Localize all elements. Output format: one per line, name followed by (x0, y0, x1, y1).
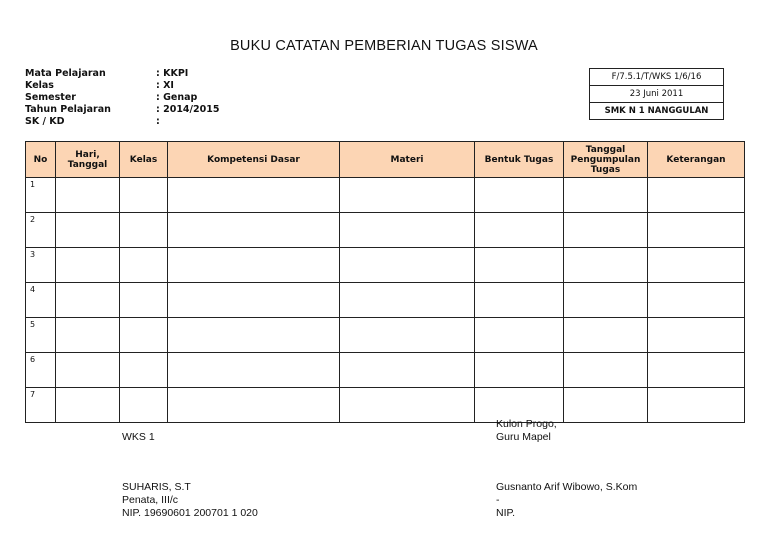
info-label: Semester (25, 92, 76, 103)
col-header-no: No (26, 142, 56, 178)
table-header-row (26, 142, 745, 178)
right-signature-block (496, 481, 637, 520)
info-value: : XI (156, 80, 174, 91)
col-header-notes: Keterangan (648, 142, 745, 178)
form-code: F/7.5.1/T/WKS 1/6/16 (590, 69, 724, 86)
row-number: 4 (26, 283, 56, 318)
document-title: BUKU CATATAN PEMBERIAN TUGAS SISWA (230, 38, 538, 54)
info-value: : Genap (156, 92, 198, 103)
info-row-class (25, 80, 219, 92)
subject-info (25, 68, 219, 128)
right-signature-title: Guru Mapel (496, 431, 551, 443)
info-label: Mata Pelajaran (25, 68, 106, 79)
table-row (26, 213, 745, 248)
col-header-day-date: Hari, Tanggal (56, 142, 120, 178)
right-signature-heading (496, 418, 557, 444)
col-header-task-type: Bentuk Tugas (475, 142, 564, 178)
info-row-sk-kd (25, 116, 219, 128)
left-signer-rank: Penata, III/c (122, 494, 179, 506)
info-label: Kelas (25, 80, 54, 91)
left-signature-block (122, 481, 258, 520)
assignment-table (25, 141, 745, 423)
left-signature-title: WKS 1 (122, 431, 155, 443)
row-number: 5 (26, 318, 56, 353)
col-header-material: Materi (340, 142, 475, 178)
row-number: 3 (26, 248, 56, 283)
form-date: 23 Juni 2011 (590, 86, 724, 103)
info-value: : (156, 116, 160, 127)
school-name: SMK N 1 NANGGULAN (590, 103, 724, 120)
reference-box (589, 68, 724, 120)
info-label: SK / KD (25, 116, 65, 127)
signature-place: Kulon Progo, (496, 418, 557, 430)
table-row (26, 353, 745, 388)
left-signer-nip: NIP. 19690601 200701 1 020 (122, 507, 258, 519)
left-signer-name: SUHARIS, S.T (122, 481, 191, 493)
info-row-year (25, 104, 219, 116)
col-header-class: Kelas (120, 142, 168, 178)
table-row (26, 283, 745, 318)
right-signer-name: Gusnanto Arif Wibowo, S.Kom (496, 481, 638, 493)
table-row (26, 248, 745, 283)
right-signer-nip: NIP. (496, 507, 516, 519)
col-header-due-date: Tanggal Pengumpulan Tugas (564, 142, 648, 178)
info-value: : KKPI (156, 68, 189, 79)
row-number: 6 (26, 353, 56, 388)
row-number: 7 (26, 388, 56, 423)
info-label: Tahun Pelajaran (25, 104, 111, 115)
right-signer-rank: - (496, 494, 500, 506)
col-header-competency: Kompetensi Dasar (168, 142, 340, 178)
info-value: : 2014/2015 (156, 104, 220, 115)
table-row (26, 388, 745, 423)
table-row (26, 318, 745, 353)
row-number: 1 (26, 178, 56, 213)
info-row-semester (25, 92, 219, 104)
info-row-subject (25, 68, 219, 80)
row-number: 2 (26, 213, 56, 248)
table-row (26, 178, 745, 213)
